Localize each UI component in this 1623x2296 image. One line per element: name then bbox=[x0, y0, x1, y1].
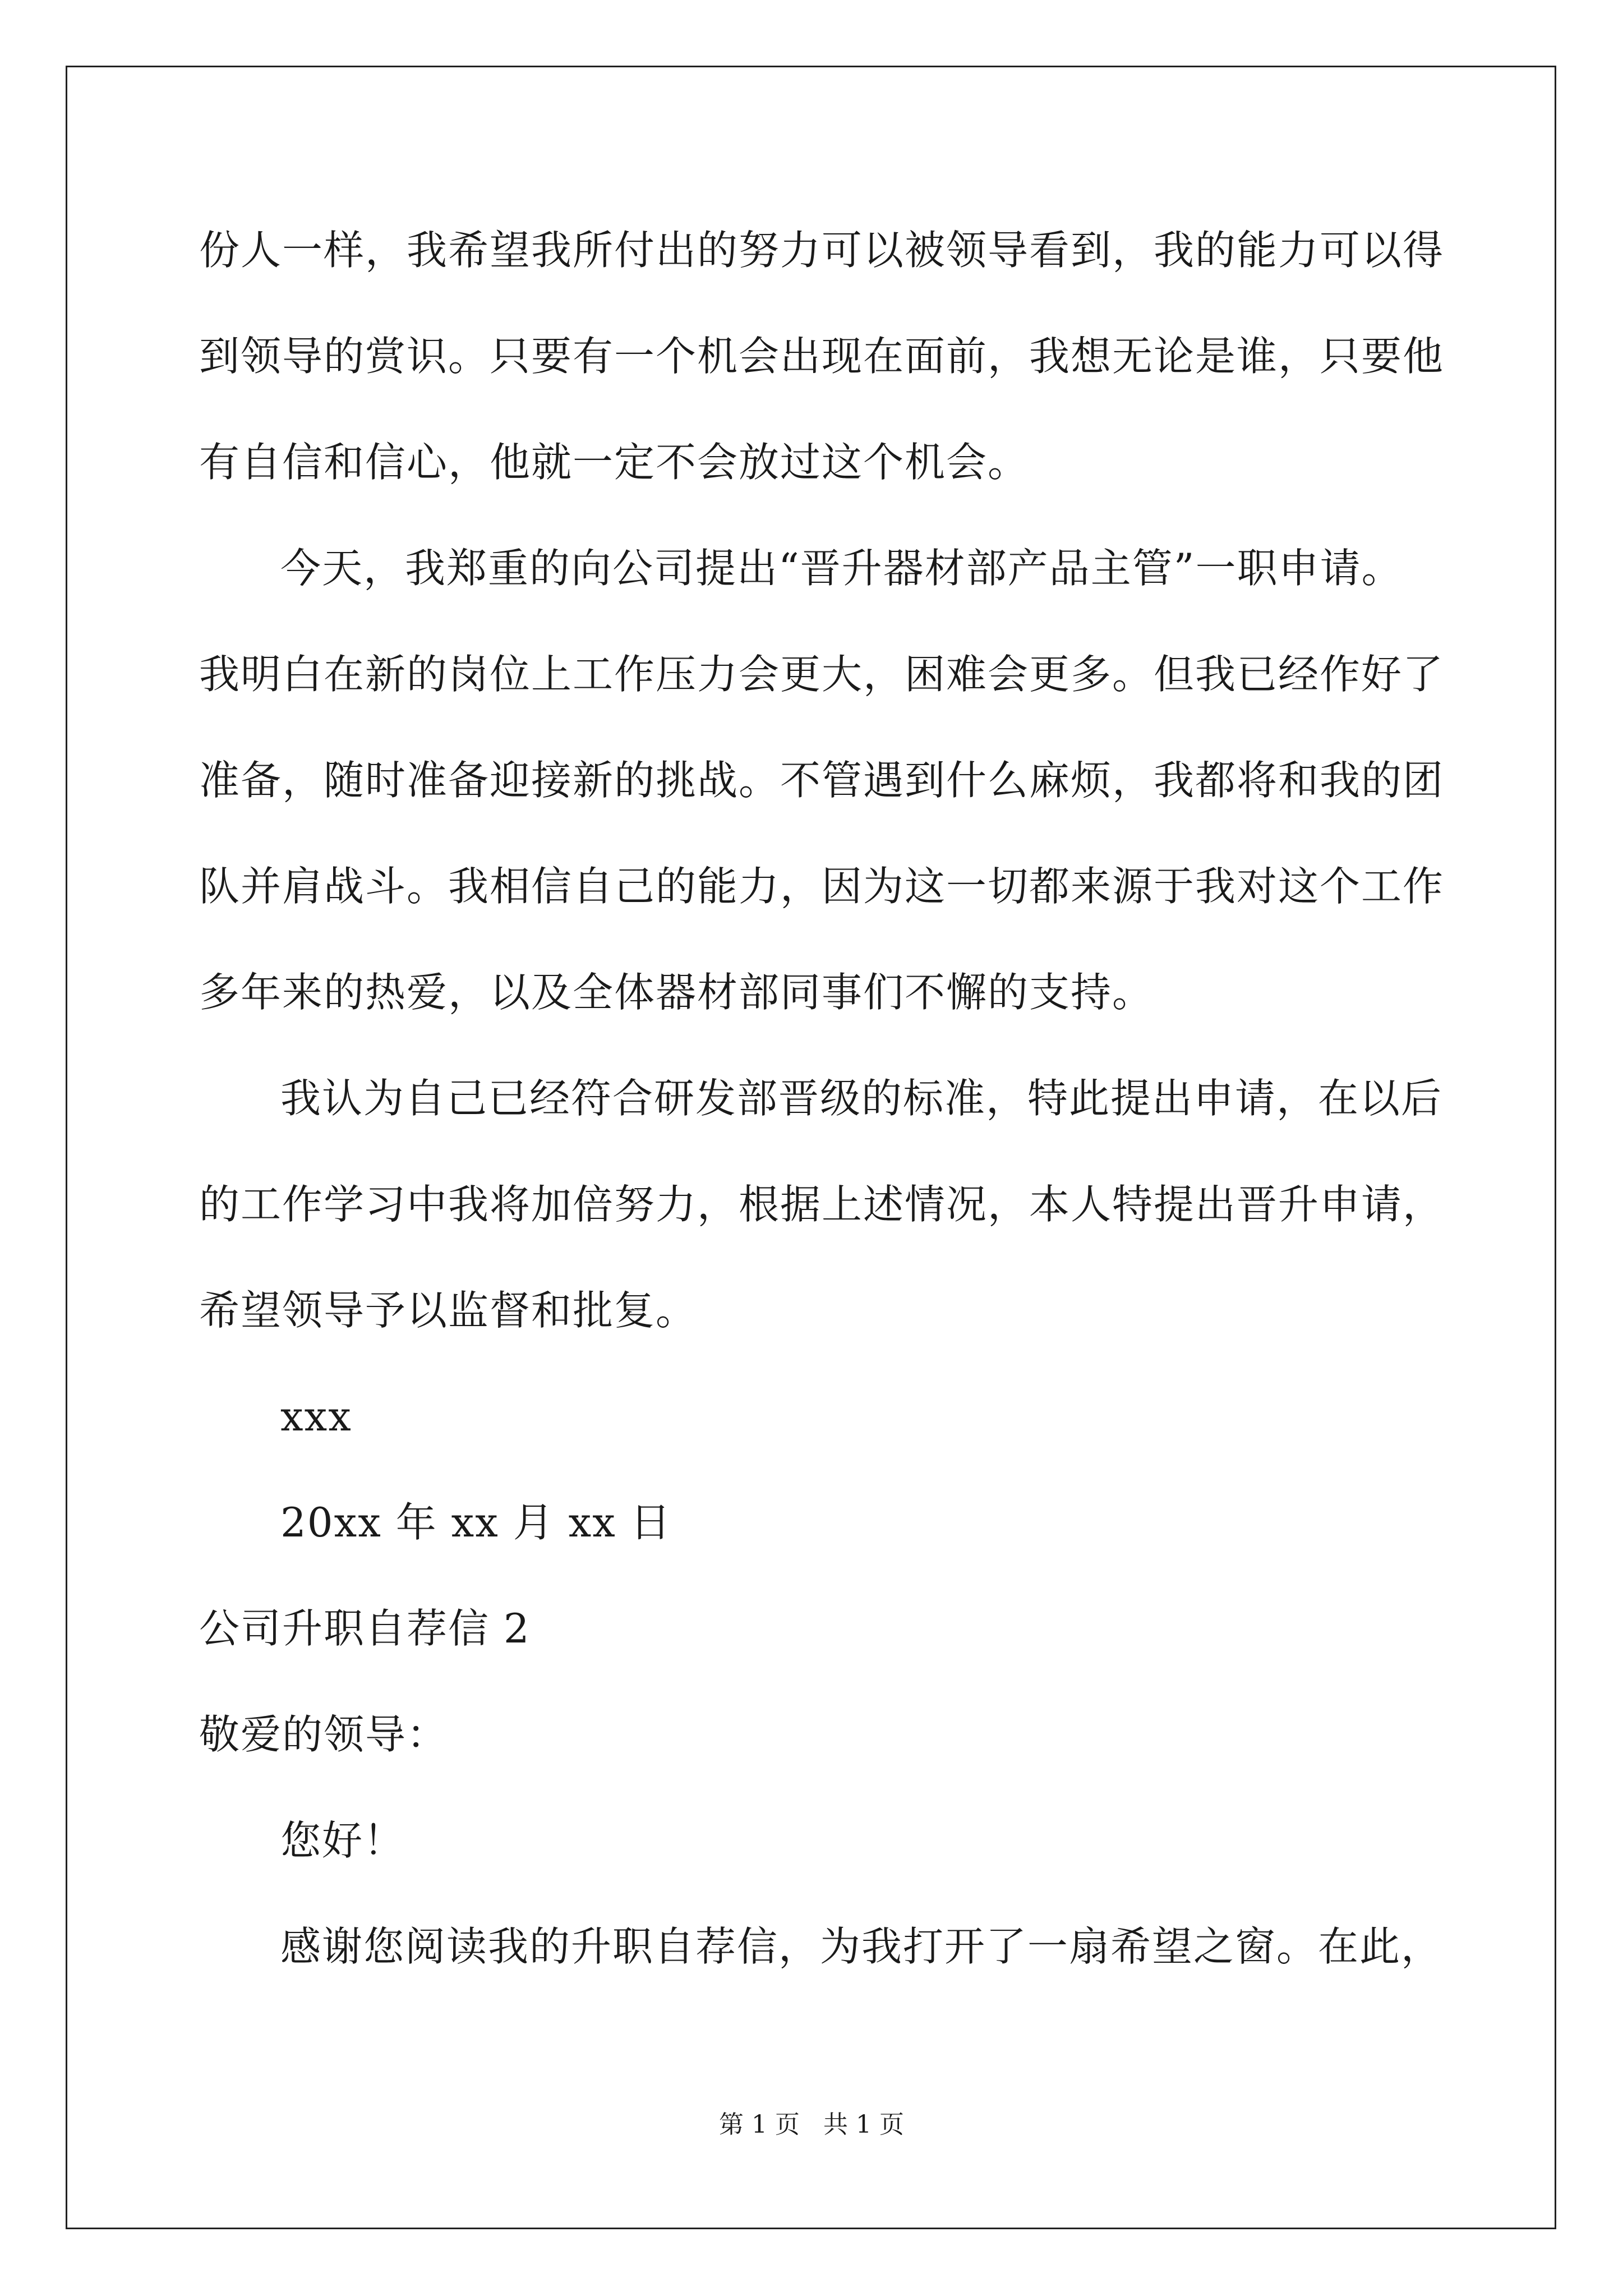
salutation: 敬爱的领导： bbox=[199, 1711, 449, 1758]
body-text-line: 希望领导予以监督和批复。 bbox=[199, 1287, 698, 1334]
body-text-line: 到领导的赏识。只要有一个机会出现在面前，我想无论是谁，只要他 bbox=[199, 333, 1445, 380]
page-footer: 第 1 页 共 1 页 bbox=[719, 2110, 904, 2139]
body-text-line: 准备，随时准备迎接新的挑战。不管遇到什么麻烦，我都将和我的团 bbox=[199, 757, 1445, 804]
body-text-line: 的工作学习中我将加倍努力，根据上述情况，本人特提出晋升申请， bbox=[199, 1181, 1445, 1228]
body-text-line: 多年来的热爱，以及全体器材部同事们不懈的支持。 bbox=[199, 969, 1154, 1016]
section-title: 公司升职自荐信 2 bbox=[199, 1605, 531, 1652]
body-text-line: 今天，我郑重的向公司提出“晋升器材部产品主管”一职申请。 bbox=[280, 545, 1403, 592]
signature-name: xxx bbox=[280, 1393, 352, 1440]
signature-date: 20xx 年 xx 月 xx 日 bbox=[280, 1499, 672, 1546]
page-border bbox=[66, 66, 1556, 2229]
body-text-line: 我明白在新的岗位上工作压力会更大，困难会更多。但我已经作好了 bbox=[199, 651, 1445, 698]
body-text-line: 有自信和信心，他就一定不会放过这个机会。 bbox=[199, 439, 1030, 486]
body-text-line: 份人一样，我希望我所付出的努力可以被领导看到，我的能力可以得 bbox=[199, 227, 1445, 274]
body-text-line: 队并肩战斗。我相信自己的能力，因为这一切都来源于我对这个工作 bbox=[199, 863, 1445, 910]
body-text-line: 感谢您阅读我的升职自荐信，为我打开了一扇希望之窗。在此， bbox=[280, 1923, 1443, 1970]
body-text-line: 我认为自己已经符合研发部晋级的标准，特此提出申请，在以后 bbox=[280, 1075, 1443, 1122]
greeting: 您好！ bbox=[280, 1817, 405, 1864]
